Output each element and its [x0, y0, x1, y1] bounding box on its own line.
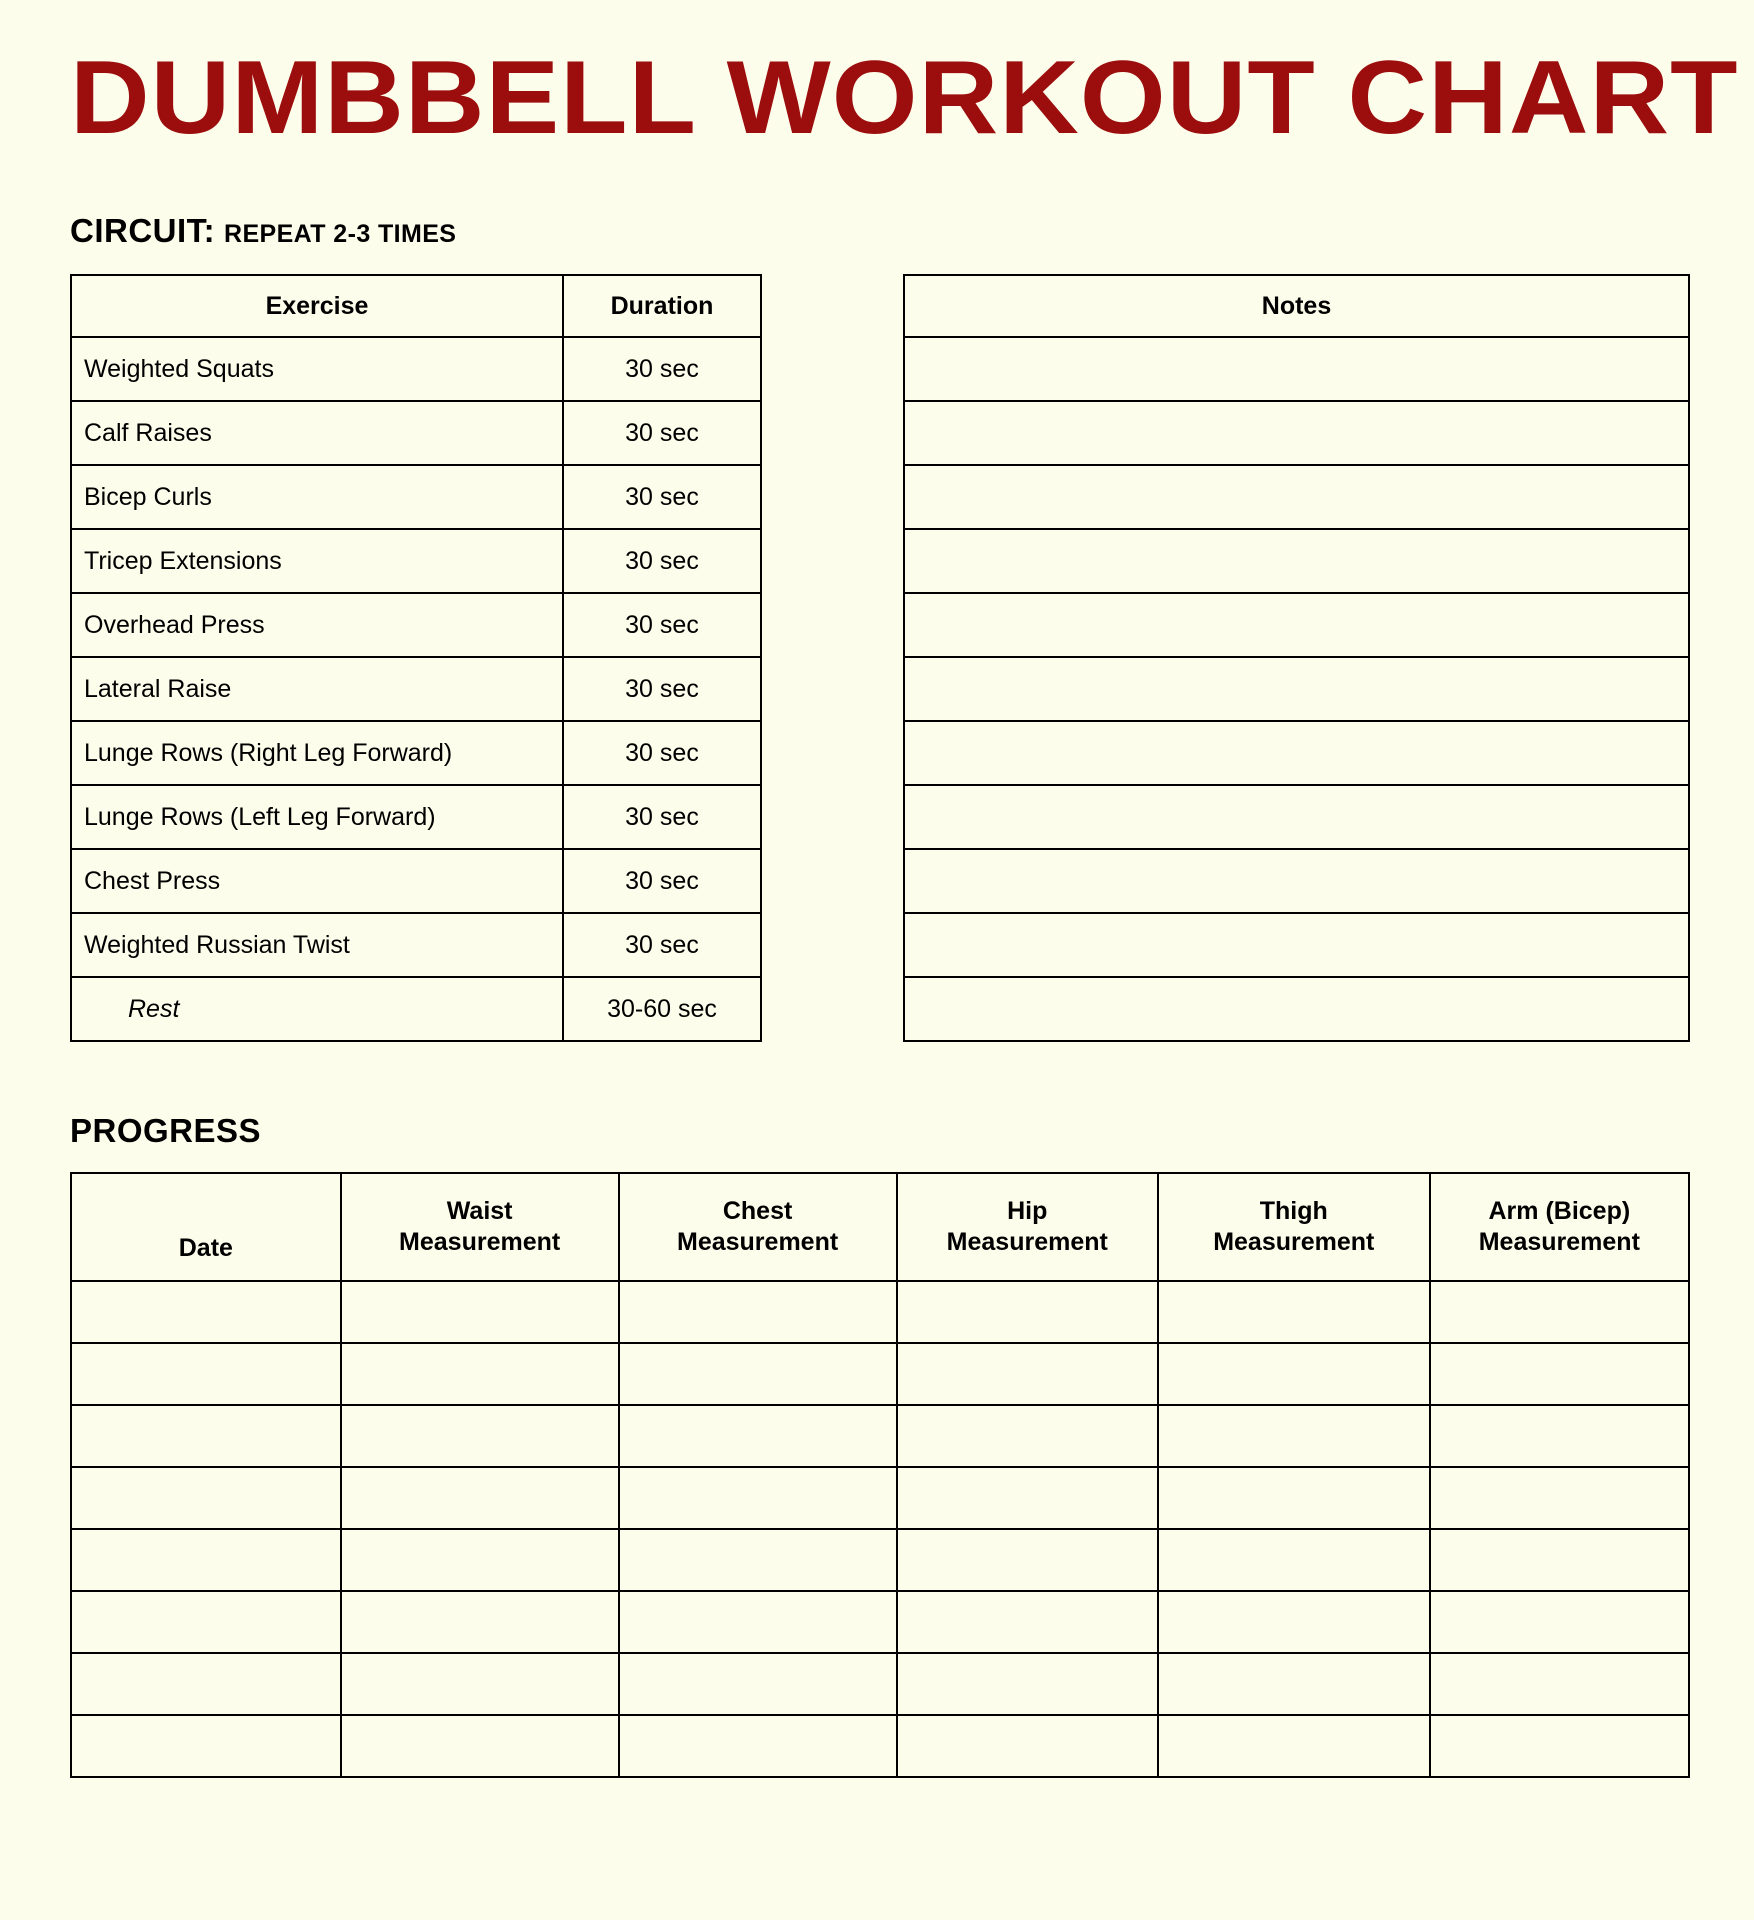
table-row [71, 913, 761, 977]
duration-cell: 30 sec [563, 401, 761, 465]
progress-row [71, 1467, 1689, 1529]
notes-cell[interactable] [904, 721, 1689, 785]
progress-cell[interactable] [1158, 1529, 1430, 1591]
notes-table [903, 274, 1690, 1042]
notes-row[interactable] [904, 593, 1689, 657]
progress-cell[interactable] [71, 1343, 341, 1405]
table-row [71, 401, 761, 465]
circuit-heading [70, 212, 1690, 250]
progress-header-cell [897, 1173, 1158, 1281]
exercise-cell: Bicep Curls [71, 465, 563, 529]
notes-cell[interactable] [904, 337, 1689, 401]
progress-cell[interactable] [619, 1281, 897, 1343]
notes-row[interactable] [904, 657, 1689, 721]
progress-cell[interactable] [71, 1591, 341, 1653]
progress-cell[interactable] [1430, 1281, 1689, 1343]
progress-cell[interactable] [341, 1467, 619, 1529]
progress-row [71, 1529, 1689, 1591]
progress-row [71, 1653, 1689, 1715]
progress-cell[interactable] [71, 1715, 341, 1777]
duration-cell: 30-60 sec [563, 977, 761, 1041]
progress-row [71, 1343, 1689, 1405]
duration-cell: 30 sec [563, 465, 761, 529]
progress-cell[interactable] [1158, 1281, 1430, 1343]
progress-header-line: Date [178, 1233, 233, 1262]
progress-cell[interactable] [619, 1405, 897, 1467]
notes-row[interactable] [904, 465, 1689, 529]
exercise-cell: Tricep Extensions [71, 529, 563, 593]
progress-header-cell [619, 1173, 897, 1281]
progress-cell[interactable] [71, 1653, 341, 1715]
exercise-cell: Weighted Squats [71, 337, 563, 401]
progress-header-line: Measurement [677, 1228, 839, 1256]
progress-header-line: Measurement [399, 1228, 561, 1256]
duration-cell: 30 sec [563, 337, 761, 401]
notes-row[interactable] [904, 785, 1689, 849]
progress-cell[interactable] [619, 1591, 897, 1653]
progress-cell[interactable] [71, 1405, 341, 1467]
progress-cell[interactable] [897, 1405, 1158, 1467]
progress-header-cell [341, 1173, 619, 1281]
progress-header-line: Chest [722, 1196, 793, 1225]
progress-cell[interactable] [1430, 1467, 1689, 1529]
exercise-cell: Lunge Rows (Right Leg Forward) [71, 721, 563, 785]
notes-row[interactable] [904, 401, 1689, 465]
notes-header-row [904, 275, 1689, 337]
exercise-cell: Lunge Rows (Left Leg Forward) [71, 785, 563, 849]
progress-cell[interactable] [1430, 1405, 1689, 1467]
progress-cell[interactable] [341, 1653, 619, 1715]
table-row [71, 977, 761, 1041]
duration-cell: 30 sec [563, 657, 761, 721]
table-row [71, 593, 761, 657]
progress-cell[interactable] [1430, 1529, 1689, 1591]
exercise-cell: Chest Press [71, 849, 563, 913]
progress-cell[interactable] [341, 1405, 619, 1467]
notes-cell[interactable] [904, 913, 1689, 977]
progress-cell[interactable] [897, 1715, 1158, 1777]
page-title: DUMBBELL WORKOUT CHART [70, 40, 1739, 156]
notes-cell[interactable] [904, 465, 1689, 529]
progress-cell[interactable] [1430, 1343, 1689, 1405]
progress-cell[interactable] [341, 1343, 619, 1405]
progress-header-line: Thigh [1259, 1196, 1328, 1225]
progress-header-line: Arm (Bicep) [1488, 1196, 1631, 1225]
progress-header-line: Waist [446, 1196, 513, 1225]
progress-header-line: Measurement [1478, 1228, 1640, 1256]
exercise-cell: Calf Raises [71, 401, 563, 465]
progress-row [71, 1715, 1689, 1777]
top-tables-row [70, 274, 1690, 1042]
progress-header-row [71, 1173, 1689, 1281]
header-exercise: Exercise [71, 275, 563, 337]
progress-cell[interactable] [341, 1591, 619, 1653]
notes-cell[interactable] [904, 849, 1689, 913]
progress-cell[interactable] [71, 1467, 341, 1529]
progress-row [71, 1591, 1689, 1653]
progress-header-cell [1430, 1173, 1689, 1281]
progress-header-line: Measurement [946, 1228, 1108, 1256]
table-row [71, 785, 761, 849]
notes-row[interactable] [904, 977, 1689, 1041]
duration-cell: 30 sec [563, 721, 761, 785]
progress-cell[interactable] [1158, 1715, 1430, 1777]
progress-cell[interactable] [897, 1343, 1158, 1405]
progress-table [70, 1172, 1690, 1778]
notes-row[interactable] [904, 849, 1689, 913]
table-row [71, 529, 761, 593]
progress-heading: PROGRESS [70, 1112, 262, 1149]
progress-cell[interactable] [1430, 1653, 1689, 1715]
progress-cell[interactable] [897, 1467, 1158, 1529]
progress-cell[interactable] [619, 1343, 897, 1405]
notes-cell[interactable] [904, 593, 1689, 657]
exercise-cell: Lateral Raise [71, 657, 563, 721]
duration-cell: 30 sec [563, 529, 761, 593]
progress-cell[interactable] [619, 1467, 897, 1529]
exercise-cell: Overhead Press [71, 593, 563, 657]
table-row [71, 657, 761, 721]
progress-cell[interactable] [1158, 1405, 1430, 1467]
duration-cell: 30 sec [563, 913, 761, 977]
progress-header-cell [1158, 1173, 1430, 1281]
notes-cell[interactable] [904, 529, 1689, 593]
table-row [71, 465, 761, 529]
table-row [71, 849, 761, 913]
exercise-cell: Weighted Russian Twist [71, 913, 563, 977]
notes-row[interactable] [904, 337, 1689, 401]
progress-cell[interactable] [341, 1281, 619, 1343]
progress-cell[interactable] [1158, 1343, 1430, 1405]
progress-cell[interactable] [619, 1529, 897, 1591]
circuit-table [70, 274, 762, 1042]
progress-cell[interactable] [1158, 1467, 1430, 1529]
rest-cell: Rest [71, 977, 563, 1041]
notes-cell[interactable] [904, 401, 1689, 465]
progress-cell[interactable] [897, 1653, 1158, 1715]
duration-cell: 30 sec [563, 785, 761, 849]
progress-cell[interactable] [1158, 1653, 1430, 1715]
progress-cell[interactable] [619, 1653, 897, 1715]
progress-cell[interactable] [1158, 1591, 1430, 1653]
progress-cell[interactable] [897, 1281, 1158, 1343]
progress-cell[interactable] [341, 1529, 619, 1591]
header-notes: Notes [904, 275, 1689, 337]
notes-cell[interactable] [904, 657, 1689, 721]
progress-cell[interactable] [619, 1715, 897, 1777]
progress-cell[interactable] [71, 1529, 341, 1591]
table-row [71, 721, 761, 785]
progress-header-cell [71, 1173, 341, 1281]
notes-cell[interactable] [904, 977, 1689, 1041]
duration-cell: 30 sec [563, 593, 761, 657]
table-row [71, 337, 761, 401]
table-header-row [71, 275, 761, 337]
progress-cell[interactable] [897, 1591, 1158, 1653]
progress-row [71, 1405, 1689, 1467]
notes-row[interactable] [904, 721, 1689, 785]
notes-row[interactable] [904, 913, 1689, 977]
notes-cell[interactable] [904, 785, 1689, 849]
circuit-label: CIRCUIT: [70, 212, 216, 249]
progress-header-line: Measurement [1213, 1228, 1375, 1256]
progress-header-line: Hip [1007, 1196, 1048, 1225]
circuit-subtitle: REPEAT 2-3 TIMES [224, 220, 457, 248]
progress-cell[interactable] [1430, 1591, 1689, 1653]
progress-cell[interactable] [1430, 1715, 1689, 1777]
progress-row [71, 1281, 1689, 1343]
duration-cell: 30 sec [563, 849, 761, 913]
notes-row[interactable] [904, 529, 1689, 593]
progress-cell[interactable] [341, 1715, 619, 1777]
header-duration: Duration [563, 275, 761, 337]
progress-cell[interactable] [897, 1529, 1158, 1591]
progress-cell[interactable] [71, 1281, 341, 1343]
